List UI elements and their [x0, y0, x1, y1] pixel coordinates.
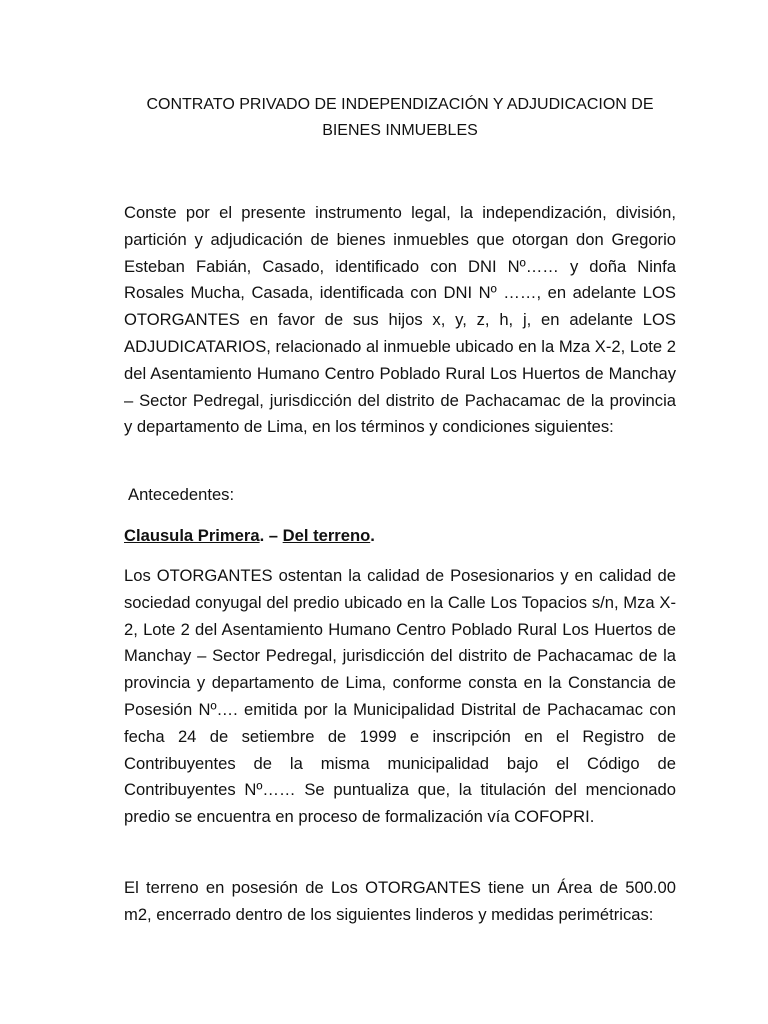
clause-title: Del terreno [282, 526, 371, 545]
clause-label: Clausula Primera [124, 526, 260, 545]
document-title-line-2: BIENES INMUEBLES [322, 122, 478, 139]
intro-paragraph: Conste por el presente instrumento legal, la independización, división, partición y adjudicación de bienes inmuebles que otorgan don Gregorio Esteban Fabián, Casado, identificado con DNI Nº…… y doña Ninfa Rosales Mucha, Casada, identificada con DNI Nº ……, en adelante LOS OTORGANTES en favor de sus hijos x, y, z, h, j, en adelante LOS ADJUDICATARIOS, relacionado al inmueble ubicado en la Mza X-2, Lote 2 del Asentamiento Humano Centro Poblado Rural Los Huertos de Manchay – Sector Pedregal, jurisdicción del distrito de Pachacamac de la provincia y departamento de Lima, en los términos y condiciones siguientes: [124, 203, 676, 437]
clause-heading [124, 523, 676, 550]
clause1-paragraph: Los OTORGANTES ostentan la calidad de Posesionarios y en calidad de sociedad conyugal del predio ubicado en la Calle Los Topacios s/n, Mza X-2, Lote 2 del Asentamiento Humano Centro Poblado Rural Los Huertos de Manchay – Sector Pedregal, jurisdicción del distrito de Pachacamac de la provincia y departamento de Lima, conforme consta en la Constancia de Posesión Nº…. emitida por la Municipalidad Distrital de Pachacamac con fecha 24 de setiembre de 1999 e inscripción en el Registro de Contribuyentes de la misma municipalidad bajo el Código de Contribuyentes Nº…… Se puntualiza que, la titulación del mencionado predio se encuentra en proceso de formalización vía COFOPRI. [124, 566, 676, 827]
clause-end: . [370, 526, 375, 545]
document-title [100, 92, 700, 144]
document-title-line-1: CONTRATO PRIVADO DE INDEPENDIZACIÓN Y ADJUDICACION DE [146, 96, 654, 113]
clause-separator: . – [259, 526, 283, 545]
terreno-paragraph: El terreno en posesión de Los OTORGANTES tiene un Área de 500.00 m2, encerrado dentro de los siguientes linderos y medidas perimétricas: [124, 878, 676, 924]
antecedentes-heading: Antecedentes: [128, 485, 235, 504]
